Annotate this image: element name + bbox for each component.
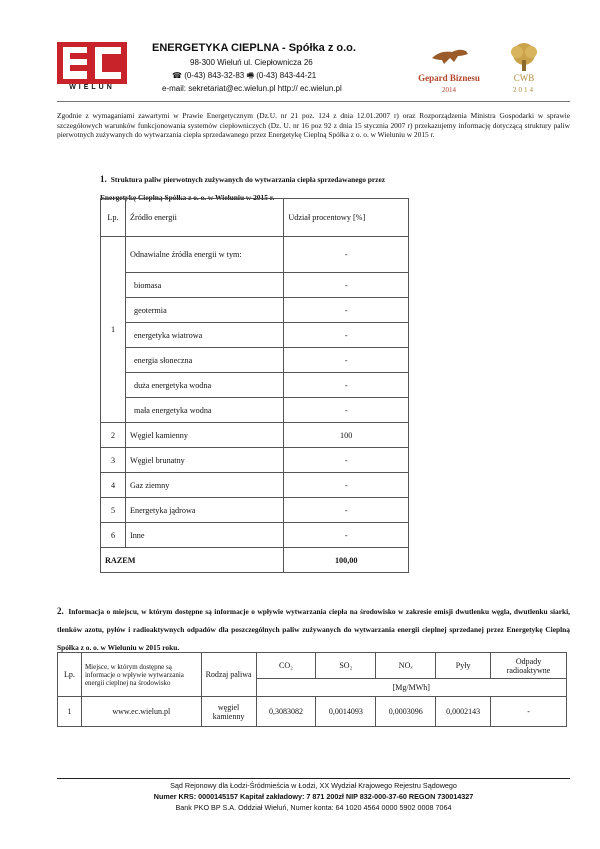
source-name: mała energetyka wodna [125, 398, 283, 423]
unit-label: [Mg/MWh] [256, 679, 566, 697]
group-lp: 1 [101, 237, 126, 423]
total-value: 100,00 [284, 548, 409, 573]
source-name: Węgiel kamienny [125, 423, 283, 448]
source-name: Energetyka jądrowa [125, 498, 283, 523]
row-place: www.ec.wielun.pl [81, 697, 201, 727]
table-row [101, 448, 409, 473]
badge-cwb-year: 2014 [513, 86, 535, 94]
row-dust: 0,0002143 [436, 697, 491, 727]
row-lp: 4 [101, 473, 126, 498]
section1-number: 1. [100, 174, 107, 184]
source-name: duża energetyka wodna [125, 373, 283, 398]
footer-bank: Bank PKO BP S.A. Oddział Wieluń, Numer konta: 64 1020 4564 0000 5902 0008 7064 [175, 803, 452, 812]
cheetah-icon [430, 44, 470, 70]
section1-heading: Struktura paliw pierwotnych zużywanych do wytwarzania ciepła sprzedawanego przez Energetykę Cieplną Spółka z o. o. w Wieluniu w 2015 r. [100, 175, 386, 202]
tree-icon [506, 42, 542, 72]
badge-gepard-year: 2014 [442, 86, 456, 94]
table-row [101, 373, 409, 398]
col-header-lp: Lp. [101, 199, 126, 237]
table-row [101, 473, 409, 498]
source-name: energia słoneczna [125, 348, 283, 373]
company-name: ENERGETYKA CIEPLNA - Spółka z o.o. [152, 42, 356, 54]
source-name: Węgiel brunatny [125, 448, 283, 473]
row-lp: 1 [58, 697, 82, 727]
source-value: - [284, 298, 409, 323]
source-value: 100 [284, 423, 409, 448]
table-row [101, 237, 409, 273]
table-row [101, 273, 409, 298]
source-value: - [284, 323, 409, 348]
footer-rule [57, 778, 570, 779]
logo-city: WIELUN [69, 84, 115, 91]
table-row [101, 398, 409, 423]
source-name: geotermia [125, 298, 283, 323]
badge-cwb-title: CWB [513, 73, 535, 83]
table-row [101, 298, 409, 323]
table-row [101, 348, 409, 373]
table-header-row [58, 653, 567, 679]
company-contact: e-mail: sekretariat@ec.wielun.pl http:// ec.wielun.pl [162, 84, 342, 93]
source-name: Gaz ziemny [125, 473, 283, 498]
source-value: - [284, 473, 409, 498]
row-waste: - [491, 697, 567, 727]
row-lp: 2 [101, 423, 126, 448]
source-name: energetyka wiatrowa [125, 323, 283, 348]
col-header-dust: Pyły [436, 653, 491, 679]
source-value: - [284, 523, 409, 548]
source-value: - [284, 348, 409, 373]
section2-title [57, 601, 570, 655]
row-lp: 6 [101, 523, 126, 548]
col-header-nox: NOₓ [376, 653, 436, 679]
table-row [101, 498, 409, 523]
col-header-so2: SO₂ [316, 653, 376, 679]
source-value: - [284, 398, 409, 423]
row-fuel: węgiel kamienny [201, 697, 256, 727]
row-so2: 0,0014093 [316, 697, 376, 727]
row-nox: 0,0003096 [376, 697, 436, 727]
row-lp: 5 [101, 498, 126, 523]
company-address: 98-300 Wieluń ul. Ciepłownicza 26 [190, 58, 313, 67]
source-value: - [284, 448, 409, 473]
col-header-place: Miejsce, w którym dostępne są informacje o wpływie wytwarzania energii cieplnej na środowisko [81, 653, 201, 697]
footer-court: Sąd Rejonowy dla Łodzi-Śródmieścia w Łodzi, XX Wydział Krajowego Rejestru Sądowego [170, 781, 457, 790]
footer-registry: Numer KRS: 0000145157 Kapitał zakładowy: 7 871 200zł NIP 832-000-37-60 REGON 730014327 [153, 792, 474, 801]
row-co2: 0,3083082 [256, 697, 316, 727]
section2-number: 2. [57, 606, 64, 616]
source-value: - [284, 373, 409, 398]
col-header-lp: Lp. [58, 653, 82, 697]
col-header-co2: CO₂ [256, 653, 316, 679]
table-row [101, 323, 409, 348]
table-header-row [101, 199, 409, 237]
source-name: Inne [125, 523, 283, 548]
renewables-value: - [284, 237, 409, 273]
source-value: - [284, 273, 409, 298]
emissions-table [57, 652, 567, 727]
section2-heading: Informacja o miejscu, w którym dostępne są informacje o wpływie wytwarzania ciepła na środowisko w zakresie emisji dwutlenku węgla, dwutlenku siarki, tlenków azotu, pyłów i radioaktywnych odpadów dla poszczególnych paliw zużywanych do wytwarzania energii cieplnej sprzedanej przez Energetykę Cieplną Spółka z o. o. w Wieluniu w 2015 roku. [57, 607, 570, 652]
renewables-label: Odnawialne źródła energii w tym: [125, 237, 283, 273]
col-header-source: Źródło energii [125, 199, 283, 237]
table-row [101, 423, 409, 448]
row-lp: 3 [101, 448, 126, 473]
col-header-fuel: Rodzaj paliwa [201, 653, 256, 697]
total-row [101, 548, 409, 573]
table-row [58, 697, 567, 727]
intro-paragraph: Zgodnie z wymaganiami zawartymi w Prawie Energetycznym (Dz.U. nr 21 poz. 124 z dnia 12.01.2007 r) oraz Rozporządzenia Ministra Gospodarki w sprawie szczegółowych warunków funkcjonowania systemów ciepłowniczych (Dz. U. nr 16 poz 92 z dnia 15 stycznia 2007 r) przekazujemy informację dotyczącą struktury paliw pierwotnych zużywanych do wytwarzania ciepła sprzedawanego przez Energetykę Cieplną Spółka z o. o. w Wieluniu w 2015 r. [57, 111, 570, 139]
col-header-waste: Odpady radioaktywne [491, 653, 567, 679]
source-value: - [284, 498, 409, 523]
table-row [101, 523, 409, 548]
company-phone: ☎ (0-43) 843-32-83 🖷 (0-43) 843-44-21 [172, 71, 317, 80]
total-label: RAZEM [101, 548, 284, 573]
header-rule [57, 101, 570, 102]
fuel-structure-table [100, 198, 409, 573]
source-name: biomasa [125, 273, 283, 298]
badge-gepard-title: Gepard Biznesu [418, 73, 480, 83]
col-header-share: Udział procentowy [%] [284, 199, 409, 237]
